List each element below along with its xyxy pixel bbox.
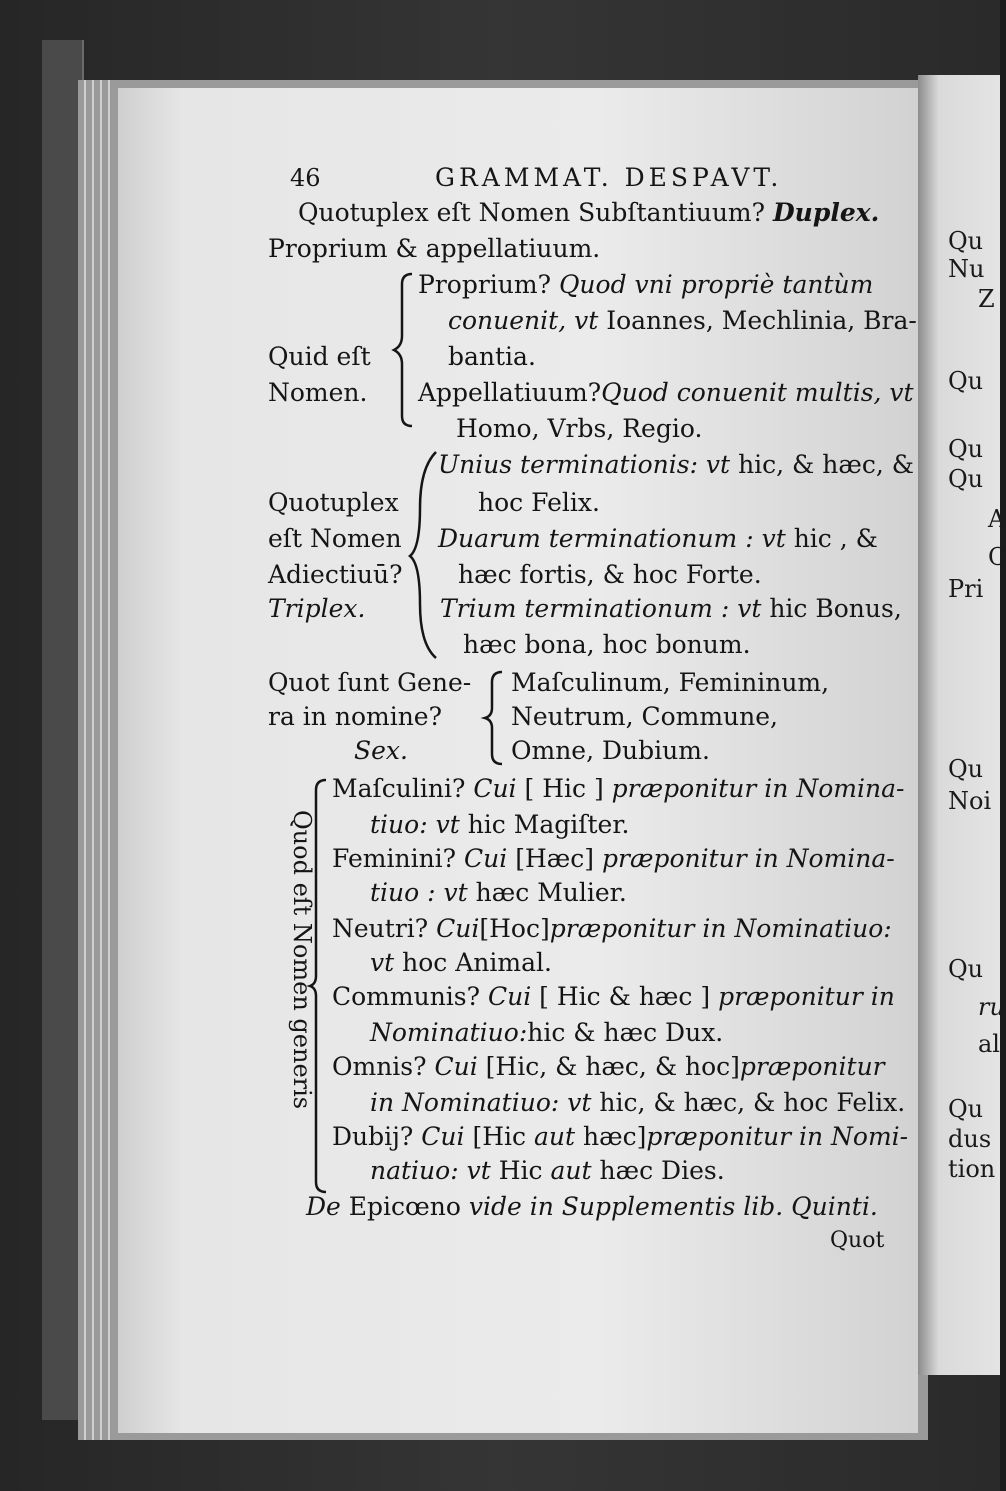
line-appellatiuum	[418, 378, 914, 408]
communis-definition: præponitur in	[718, 982, 895, 1011]
dubij-article: [Hic	[472, 1122, 527, 1151]
line-communis	[332, 982, 895, 1012]
facing-page-fragment: Noi	[948, 787, 992, 815]
epicoeno-de: De	[306, 1192, 341, 1221]
unius-examples: hic, & hæc, &	[738, 450, 915, 479]
omnis-definition: præponitur	[739, 1052, 885, 1081]
nomen-label-2: Nomen.	[268, 378, 368, 407]
running-title: GRAMMAT. DESPAVT.	[435, 163, 783, 192]
line-q1	[298, 198, 879, 228]
unius-definition: Unius terminationis: vt	[438, 450, 731, 479]
neutri-example: hoc Animal.	[402, 948, 552, 977]
masculini-definition: præponitur in Nomina-	[611, 774, 905, 803]
line-trium	[440, 594, 902, 624]
communis-label: Communis?	[332, 982, 481, 1011]
facing-page-fragment: Qu	[948, 1095, 984, 1123]
line-proprium-cont2: bantia.	[448, 342, 536, 371]
line-masculini	[332, 774, 904, 804]
line-neutri-cont	[370, 948, 552, 978]
facing-page-fragment: Qu	[948, 465, 984, 493]
proprium-definition: Quod vni propriè tantùm	[558, 270, 874, 299]
facing-page-fragment: Qu	[948, 435, 984, 463]
feminini-cont-italic: tiuo : vt	[370, 878, 468, 907]
catchword: Quot	[830, 1228, 885, 1253]
neutri-cui: Cui	[436, 914, 480, 943]
dubij-example-1: Hic	[498, 1156, 543, 1185]
duarum-definition: Duarum terminationum : vt	[438, 524, 786, 553]
masculini-cui: Cui	[473, 774, 517, 803]
line-omnis-cont	[370, 1088, 905, 1118]
line-feminini	[332, 844, 895, 874]
facing-page-fragment: Nu	[948, 255, 985, 283]
communis-cont-italic: Nominatiuo:	[370, 1018, 528, 1047]
page-number: 46	[290, 164, 321, 192]
facing-page-fragment: Pri	[948, 575, 984, 603]
adj-label-4: Triplex.	[268, 594, 366, 623]
trium-examples: hic Bonus,	[769, 594, 902, 623]
dubij-definition: præponitur in Nomi-	[646, 1122, 909, 1151]
masculini-label: Maſculini?	[332, 774, 466, 803]
feminini-article: [Hæc]	[515, 844, 595, 873]
facing-page-fragment: tion	[948, 1155, 996, 1183]
q1-text: Quotuplex eſt Nomen Subſtantiuum?	[298, 198, 766, 227]
masculini-example: hic Magiſter.	[467, 810, 630, 839]
omnis-cui: Cui	[434, 1052, 478, 1081]
facing-page-fragment: dus	[948, 1125, 992, 1153]
feminini-label: Feminini?	[332, 844, 457, 873]
genera-line-2: Neutrum, Commune,	[511, 702, 779, 731]
line-appellatiuum-cont: Homo, Vrbs, Regio.	[456, 414, 703, 443]
facing-page-fragment: Qu	[948, 227, 984, 255]
line-omnis	[332, 1052, 885, 1082]
adj-label-1: Quotuplex	[268, 488, 399, 517]
adj-label-2: eſt Nomen	[268, 524, 402, 553]
proprium-examples: Ioannes, Mechlinia, Bra-	[606, 306, 917, 335]
line-dubij-cont	[370, 1156, 725, 1186]
masculini-cont-italic: tiuo: vt	[370, 810, 460, 839]
line-dubij	[332, 1122, 908, 1152]
omnis-cont-italic: in Nominatiuo: vt	[370, 1088, 592, 1117]
facing-page-fragment: Qu	[948, 755, 984, 783]
book-page	[118, 88, 918, 1433]
line-q1-cont: Proprium & appellatiuum.	[268, 234, 601, 263]
genera-label-3: Sex.	[354, 736, 408, 765]
proprium-label: Proprium?	[418, 270, 551, 299]
neutri-cont-italic: vt	[370, 948, 395, 977]
brace-nomen	[390, 270, 420, 430]
vertical-label-genus: Quod eſt Nomen generis	[288, 810, 316, 1110]
dubij-article-2: hæc]	[582, 1122, 647, 1151]
brace-genera	[482, 668, 508, 768]
trium-definition: Trium terminationum : vt	[440, 594, 762, 623]
line-epicoeno	[306, 1192, 878, 1222]
line-proprium-cont	[448, 306, 917, 336]
line-duarum-cont: hæc fortis, & hoc Forte.	[458, 560, 762, 589]
facing-page-fragment: ru	[978, 993, 1005, 1021]
masculini-article: [ Hic ]	[524, 774, 604, 803]
line-communis-cont	[370, 1018, 723, 1048]
dubij-aut: aut	[533, 1122, 576, 1151]
dubij-cui: Cui	[421, 1122, 465, 1151]
neutri-article: [Hoc]	[479, 914, 550, 943]
omnis-label: Omnis?	[332, 1052, 427, 1081]
facing-page-fragment: al	[978, 1030, 1000, 1058]
nomen-label-1: Quid eſt	[268, 342, 371, 371]
facing-page	[918, 75, 1006, 1375]
appellatiuum-label: Appellatiuum?	[418, 378, 602, 407]
genera-line-3: Omne, Dubium.	[511, 736, 710, 765]
facing-page-fragment: C	[988, 543, 1006, 571]
brace-adjective	[406, 448, 442, 663]
line-masculini-cont	[370, 810, 629, 840]
genera-label-2: ra in nomine?	[268, 702, 442, 731]
appellatiuum-definition: Quod conuenit multis, vt	[601, 378, 914, 407]
dubij-example-2: hæc Dies.	[599, 1156, 725, 1185]
omnis-article: [Hic, & hæc, & hoc]	[485, 1052, 740, 1081]
feminini-example: hæc Mulier.	[475, 878, 627, 907]
duarum-examples: hic , &	[793, 524, 878, 553]
feminini-cui: Cui	[464, 844, 508, 873]
dubij-cont-italic: natiuo: vt	[370, 1156, 491, 1185]
dubij-label: Dubij?	[332, 1122, 414, 1151]
omnis-example: hic, & hæc, & hoc Felix.	[599, 1088, 906, 1117]
genera-line-1: Maſculinum, Femininum,	[511, 668, 830, 697]
line-trium-cont: hæc bona, hoc bonum.	[463, 630, 751, 659]
communis-cui: Cui	[487, 982, 532, 1011]
facing-page-fragment: Qu	[948, 367, 984, 395]
line-proprium	[418, 270, 873, 300]
brace-genus	[308, 776, 332, 1196]
line-unius-cont: hoc Felix.	[478, 488, 600, 517]
line-neutri	[332, 914, 892, 944]
line-unius	[438, 450, 914, 480]
facing-page-fragment: Z	[978, 285, 995, 313]
q1-answer: Duplex.	[773, 198, 880, 227]
epicoeno-reference: vide in Supplementis lib. Quinti.	[468, 1192, 878, 1221]
neutri-definition: præponitur in Nominatiuo:	[549, 914, 892, 943]
dubij-cont-aut: aut	[550, 1156, 592, 1185]
adj-label-3: Adiectiuū?	[268, 560, 403, 589]
proprium-cont-italic: conuenit, vt	[448, 306, 599, 335]
neutri-label: Neutri?	[332, 914, 429, 943]
epicoeno-word: Epicœno	[348, 1192, 461, 1221]
communis-article: [ Hic & hæc ]	[539, 982, 711, 1011]
line-feminini-cont	[370, 878, 627, 908]
communis-example: hic & hæc Dux.	[527, 1018, 724, 1047]
facing-page-fragment: A	[988, 505, 1006, 533]
line-duarum	[438, 524, 878, 554]
feminini-definition: præponitur in Nomina-	[601, 844, 895, 873]
facing-page-fragment: Qu	[948, 955, 984, 983]
genera-label-1: Quot ſunt Gene-	[268, 668, 472, 697]
